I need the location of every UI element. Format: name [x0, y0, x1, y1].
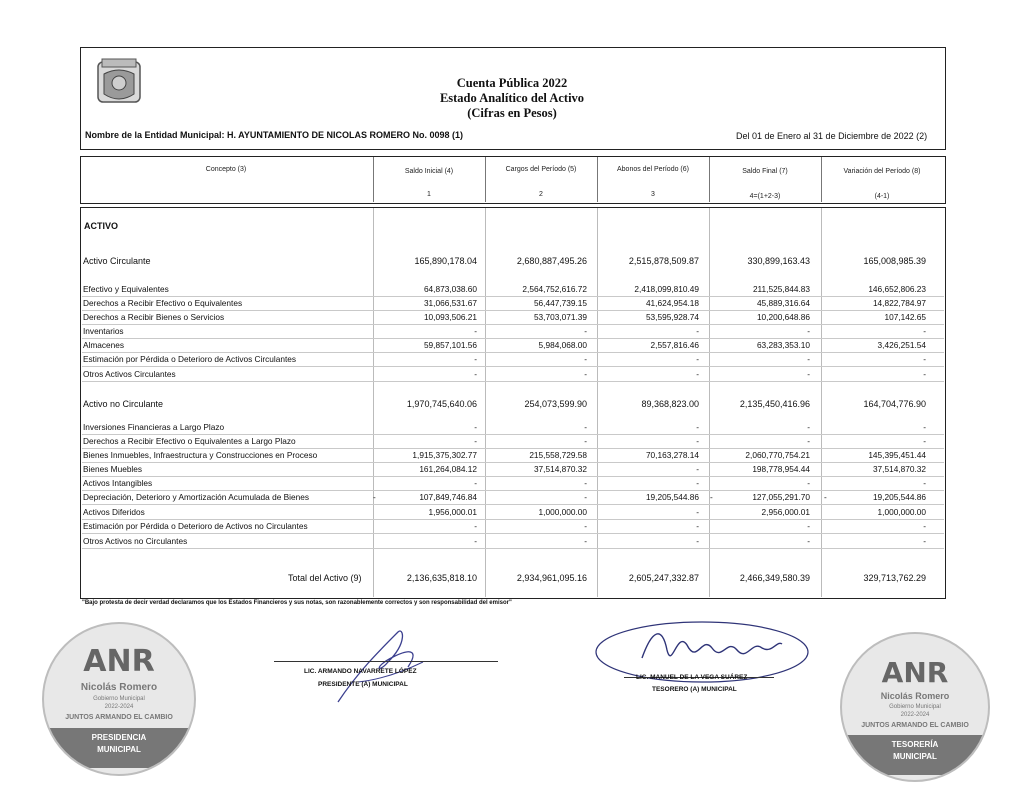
row-label: Activo no Circulante	[83, 399, 164, 409]
row-label: Derechos a Recibir Bienes o Servicios	[83, 312, 225, 322]
cell-saldo-final: 2,466,349,580.39	[739, 573, 810, 583]
seal-tesoreria	[840, 632, 990, 782]
cell-saldo-inicial: 161,264,084.12	[419, 464, 477, 474]
cell-variacion: -	[923, 478, 926, 488]
cell-variacion: -	[923, 326, 926, 336]
cell-cargos: -	[584, 436, 587, 446]
negative-sign: -	[710, 492, 713, 502]
cell-variacion: 1,000,000.00	[877, 507, 926, 517]
signer-name-presidente: LIC. ARMANDO NAVARRETE LÓPEZ	[304, 668, 417, 675]
cell-variacion: 165,008,985.39	[863, 256, 926, 266]
signature-presidente	[318, 612, 448, 712]
cell-cargos: 1,000,000.00	[538, 507, 587, 517]
cell-variacion: 146,652,806.23	[868, 284, 926, 294]
cell-saldo-inicial: 1,970,745,640.06	[406, 399, 477, 409]
declaration-note: "Bajo protesta de decir verdad declaramos que los Estados Financieros y sus notas, son razonablemente correctos y son responsabilidad del emisor"	[82, 600, 512, 606]
cell-cargos: 2,934,961,095.16	[516, 573, 587, 583]
cell-abonos: 70,163,278.14	[645, 450, 699, 460]
table-row	[82, 449, 944, 463]
header-divider	[821, 157, 822, 202]
cell-cargos: 5,984,068.00	[538, 340, 587, 350]
header-divider	[709, 157, 710, 202]
cell-variacion: 14,822,784.97	[872, 298, 926, 308]
cell-abonos: -	[696, 369, 699, 379]
cell-saldo-final: -	[807, 354, 810, 364]
cell-abonos: -	[696, 354, 699, 364]
cell-abonos: -	[696, 326, 699, 336]
table-row	[82, 353, 944, 367]
seal-city: Nicolás Romero	[80, 682, 158, 693]
signature-line-left	[274, 661, 498, 662]
cell-saldo-inicial: 2,136,635,818.10	[406, 573, 477, 583]
row-label: Activo Circulante	[83, 256, 151, 266]
cell-cargos: -	[584, 492, 587, 502]
row-label: Estimación por Pérdida o Deterioro de Activos Circulantes	[83, 354, 297, 364]
cell-saldo-final: 127,055,291.70	[752, 492, 810, 502]
row-label: Estimación por Pérdida o Deterioro de Activos no Circulantes	[83, 521, 308, 531]
seal-city: Nicolás Romero	[880, 691, 950, 701]
cell-saldo-final: 211,525,844.83	[752, 284, 810, 294]
col-num-2: 2	[539, 191, 543, 198]
cell-variacion: 107,142.65	[884, 312, 926, 322]
cell-saldo-inicial: -	[474, 369, 477, 379]
seal-brand: ANR	[881, 656, 949, 689]
cell-saldo-final: -	[807, 422, 810, 432]
cell-cargos: -	[584, 478, 587, 488]
header-divider	[597, 157, 598, 202]
col-header-saldo-inicial: Saldo Inicial (4)	[404, 168, 454, 175]
cell-cargos: -	[584, 422, 587, 432]
row-label: Bienes Muebles	[83, 464, 143, 474]
cell-variacion: 19,205,544.86	[872, 492, 926, 502]
cell-saldo-inicial: -	[474, 436, 477, 446]
col-num-3: 3	[651, 191, 655, 198]
col-header-cargos: Cargos del Período (5)	[505, 166, 577, 173]
seal-presidencia	[42, 622, 196, 776]
row-label: Derechos a Recibir Efectivo o Equivalentes	[83, 298, 243, 308]
cell-saldo-inicial: 10,093,506.21	[423, 312, 477, 322]
cell-saldo-final: 2,135,450,416.96	[739, 399, 810, 409]
cell-cargos: -	[584, 369, 587, 379]
negative-sign: -	[373, 492, 376, 502]
table-row-activo-no-circulante	[82, 398, 944, 411]
cell-cargos: 37,514,870.32	[533, 464, 587, 474]
cell-variacion: -	[923, 521, 926, 531]
cell-cargos: -	[584, 326, 587, 336]
table-row	[82, 477, 944, 491]
cell-cargos: 56,447,739.15	[533, 298, 587, 308]
signer-name-tesorero: LIC. MANUEL DE LA VEGA SUÁREZ	[636, 674, 748, 681]
row-label: Almacenes	[83, 340, 125, 350]
row-label: Activos Intangibles	[83, 478, 153, 488]
cell-cargos: 2,680,887,495.26	[516, 256, 587, 266]
row-label: Otros Activos Circulantes	[83, 369, 176, 379]
cell-saldo-final: -	[807, 478, 810, 488]
col-header-concepto: Concepto (3)	[205, 166, 247, 173]
cell-cargos: 53,703,071.39	[533, 312, 587, 322]
seal-brand: ANR	[83, 644, 155, 679]
col-header-variacion: Variación del Período (8)	[843, 168, 921, 175]
row-label: Efectivo y Equivalentes	[83, 284, 169, 294]
row-label: Derechos a Recibir Efectivo o Equivalentes a Largo Plazo	[83, 436, 296, 446]
table-row	[82, 283, 944, 297]
cell-saldo-final: -	[807, 436, 810, 446]
cell-saldo-final: -	[807, 536, 810, 546]
table-row	[82, 368, 944, 382]
col-num-5: (4-1)	[874, 193, 890, 200]
cell-saldo-inicial: 31,066,531.67	[423, 298, 477, 308]
seal-motto: JUNTOS ARMANDO EL CAMBIO	[65, 714, 173, 721]
cell-saldo-final: -	[807, 521, 810, 531]
col-num-4: 4=(1+2-3)	[749, 193, 781, 200]
header-divider	[373, 157, 374, 202]
cell-saldo-final: 2,956,000.01	[761, 507, 810, 517]
cell-variacion: 145,395,451.44	[868, 450, 926, 460]
cell-saldo-final: 63,283,353.10	[756, 340, 810, 350]
table-row-activo-circulante	[82, 255, 944, 268]
seal-office: PRESIDENCIA MUNICIPAL	[44, 728, 194, 768]
cell-saldo-inicial: -	[474, 326, 477, 336]
cell-variacion: 329,713,762.29	[863, 573, 926, 583]
row-label: Depreciación, Deterioro y Amortización Acumulada de Bienes	[83, 492, 309, 502]
table-row	[82, 311, 944, 325]
table-row-total	[82, 572, 944, 585]
cell-cargos: 215,558,729.58	[529, 450, 587, 460]
cell-cargos: 254,073,599.90	[524, 399, 587, 409]
col-header-saldo-final: Saldo Final (7)	[742, 168, 788, 175]
cell-abonos: -	[696, 436, 699, 446]
table-row	[82, 463, 944, 477]
cell-abonos: 2,418,099,810.49	[634, 284, 699, 294]
seal-years: 2022-2024	[104, 704, 134, 710]
cell-cargos: -	[584, 354, 587, 364]
signer-title-tesorero: TESORERO (A) MUNICIPAL	[652, 686, 737, 693]
cell-variacion: -	[923, 436, 926, 446]
cell-abonos: 19,205,544.86	[645, 492, 699, 502]
cell-abonos: -	[696, 464, 699, 474]
cell-cargos: -	[584, 521, 587, 531]
seal-office: TESORERÍA MUNICIPAL	[842, 735, 988, 775]
cell-saldo-inicial: -	[474, 354, 477, 364]
cell-variacion: 164,704,776.90	[863, 399, 926, 409]
cell-abonos: 89,368,823.00	[641, 399, 699, 409]
signer-title-presidente: PRESIDENTE (A) MUNICIPAL	[318, 681, 408, 688]
cell-variacion: 3,426,251.54	[877, 340, 926, 350]
row-label: Inversiones Financieras a Largo Plazo	[83, 422, 225, 432]
cell-abonos: 2,515,878,509.87	[628, 256, 699, 266]
table-row	[82, 520, 944, 534]
cell-variacion: -	[923, 369, 926, 379]
report-subtitle: Estado Analítico del Activo	[439, 91, 585, 105]
cell-abonos: -	[696, 507, 699, 517]
cell-saldo-inicial: 1,956,000.01	[428, 507, 477, 517]
cell-saldo-final: 45,889,316.64	[756, 298, 810, 308]
cell-abonos: -	[696, 536, 699, 546]
cell-cargos: -	[584, 536, 587, 546]
row-label: Activos Diferidos	[83, 507, 145, 517]
cell-saldo-inicial: 107,849,746.84	[419, 492, 477, 502]
table-row	[82, 421, 944, 435]
cell-saldo-final: -	[807, 369, 810, 379]
cell-saldo-inicial: 1,915,375,302.77	[412, 450, 477, 460]
cell-variacion: -	[923, 422, 926, 432]
seal-gov: Gobierno Municipal	[93, 696, 145, 702]
entity-name: Nombre de la Entidad Municipal: H. AYUNTAMIENTO DE NICOLAS ROMERO No. 0098 (1)	[85, 130, 464, 140]
cell-saldo-inicial: 165,890,178.04	[414, 256, 477, 266]
cell-saldo-inicial: -	[474, 478, 477, 488]
cell-variacion: -	[923, 536, 926, 546]
cell-variacion: 37,514,870.32	[872, 464, 926, 474]
cell-abonos: 2,605,247,332.87	[628, 573, 699, 583]
cell-abonos: 41,624,954.18	[645, 298, 699, 308]
report-title: Cuenta Pública 2022	[456, 76, 568, 90]
cell-saldo-final: 198,778,954.44	[752, 464, 810, 474]
report-period: Del 01 de Enero al 31 de Diciembre de 2022 (2)	[736, 131, 928, 141]
cell-abonos: -	[696, 478, 699, 488]
table-row	[82, 339, 944, 353]
cell-abonos: -	[696, 521, 699, 531]
row-label: Inventarios	[83, 326, 124, 336]
cell-abonos: 2,557,816.46	[650, 340, 699, 350]
cell-saldo-final: 330,899,163.43	[747, 256, 810, 266]
cell-saldo-final: 2,060,770,754.21	[745, 450, 810, 460]
table-row	[82, 297, 944, 311]
section-title-activo: ACTIVO	[84, 221, 119, 231]
row-label: Bienes Inmuebles, Infraestructura y Construcciones en Proceso	[83, 450, 318, 460]
total-label: Total del Activo (9)	[288, 573, 362, 583]
table-row	[82, 491, 944, 505]
cell-saldo-inicial: -	[474, 422, 477, 432]
cell-saldo-inicial: -	[474, 536, 477, 546]
row-label: Otros Activos no Circulantes	[83, 536, 188, 546]
seal-motto: JUNTOS ARMANDO EL CAMBIO	[861, 722, 969, 729]
cell-saldo-final: -	[807, 326, 810, 336]
col-num-1: 1	[427, 191, 431, 198]
cell-variacion: -	[923, 354, 926, 364]
table-row	[82, 435, 944, 449]
cell-saldo-final: 10,200,648.86	[756, 312, 810, 322]
cell-saldo-inicial: 64,873,038.60	[423, 284, 477, 294]
col-header-abonos: Abonos del Período (6)	[617, 166, 689, 173]
negative-sign: -	[824, 492, 827, 502]
table-row	[82, 325, 944, 339]
cell-abonos: 53,595,928.74	[645, 312, 699, 322]
table-row	[82, 535, 944, 549]
header-divider	[485, 157, 486, 202]
seal-years: 2022-2024	[900, 712, 930, 718]
cell-saldo-inicial: 59,857,101.56	[423, 340, 477, 350]
table-row	[82, 506, 944, 520]
report-currency-note: (Cifras en Pesos)	[467, 106, 557, 120]
cell-abonos: -	[696, 422, 699, 432]
seal-gov: Gobierno Municipal	[889, 704, 941, 710]
cell-cargos: 2,564,752,616.72	[522, 284, 587, 294]
cell-saldo-inicial: -	[474, 521, 477, 531]
